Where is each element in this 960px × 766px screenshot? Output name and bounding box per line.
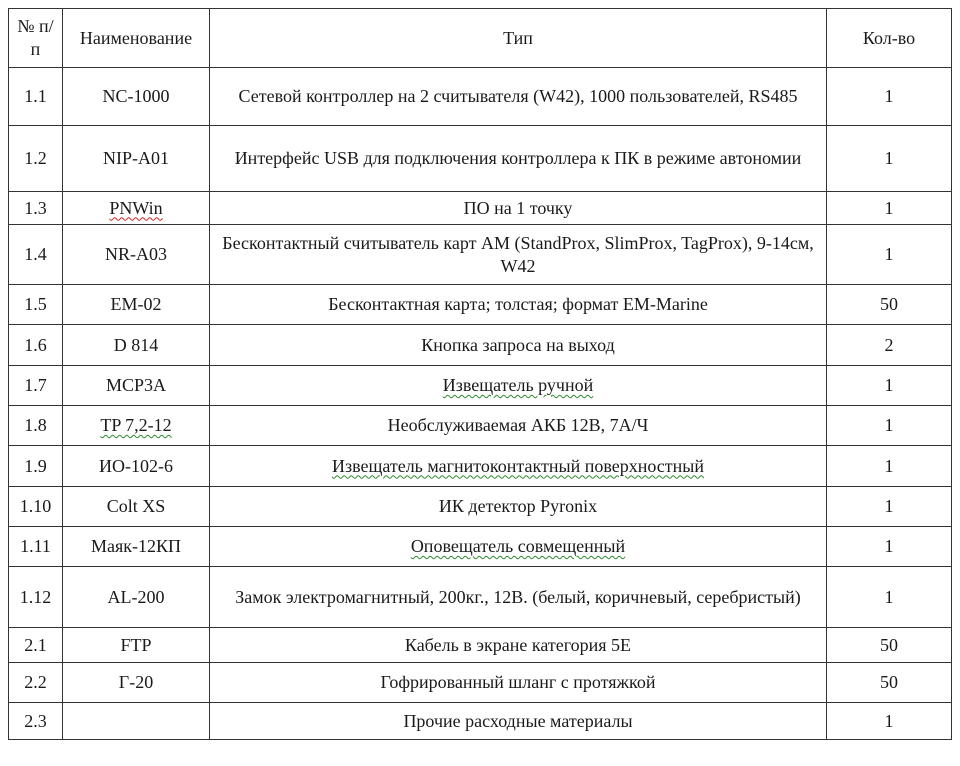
cell-qty: 1 (827, 126, 952, 192)
cell-num: 1.12 (9, 567, 63, 628)
cell-type: Кнопка запроса на выход (210, 325, 827, 366)
table-row (9, 628, 952, 663)
cell-name (63, 703, 210, 740)
cell-type: ИК детектор Pyronix (210, 487, 827, 527)
cell-name: NC-1000 (63, 68, 210, 126)
cell-name: Маяк-12КП (63, 527, 210, 567)
cell-type: Извещатель ручной (210, 366, 827, 406)
cell-type: Интерфейс USB для подключения контроллера к ПК в режиме автономии (210, 126, 827, 192)
cell-qty: 50 (827, 285, 952, 325)
cell-name: FTP (63, 628, 210, 663)
cell-qty: 1 (827, 446, 952, 487)
cell-qty: 2 (827, 325, 952, 366)
cell-qty: 1 (827, 567, 952, 628)
cell-name: ИО-102-6 (63, 446, 210, 487)
cell-qty: 1 (827, 527, 952, 567)
cell-qty: 1 (827, 225, 952, 285)
cell-name: NR-A03 (63, 225, 210, 285)
cell-type: Гофрированный шланг с протяжкой (210, 663, 827, 703)
cell-name: TP 7,2-12 (63, 406, 210, 446)
cell-num: 1.8 (9, 406, 63, 446)
cell-qty: 1 (827, 703, 952, 740)
table-row (9, 487, 952, 527)
specification-sheet (8, 8, 952, 740)
cell-num: 1.9 (9, 446, 63, 487)
cell-type: Бесконтактная карта; толстая; формат EM-Marine (210, 285, 827, 325)
cell-type: Сетевой контроллер на 2 считывателя (W42), 1000 пользователей, RS485 (210, 68, 827, 126)
cell-type: Кабель в экране категория 5Е (210, 628, 827, 663)
cell-name: МСР3А (63, 366, 210, 406)
cell-name: Colt XS (63, 487, 210, 527)
cell-qty: 1 (827, 192, 952, 225)
cell-num: 1.1 (9, 68, 63, 126)
table-row (9, 192, 952, 225)
cell-type: Бесконтактный считыватель карт AM (StandProx, SlimProx, TagProx), 9-14см, W42 (210, 225, 827, 285)
cell-num: 2.3 (9, 703, 63, 740)
cell-type: Прочие расходные материалы (210, 703, 827, 740)
cell-type: Замок электромагнитный, 200кг., 12В. (белый, коричневый, серебристый) (210, 567, 827, 628)
cell-qty: 50 (827, 628, 952, 663)
table-row (9, 567, 952, 628)
table-row (9, 663, 952, 703)
header-type: Тип (210, 9, 827, 68)
cell-qty: 1 (827, 366, 952, 406)
cell-type: Извещатель магнитоконтактный поверхностный (210, 446, 827, 487)
cell-type: Необслуживаемая АКБ 12В, 7А/Ч (210, 406, 827, 446)
cell-qty: 1 (827, 487, 952, 527)
table-row (9, 225, 952, 285)
table-row (9, 68, 952, 126)
table-row (9, 126, 952, 192)
table-row (9, 527, 952, 567)
cell-name: AL-200 (63, 567, 210, 628)
cell-qty: 50 (827, 663, 952, 703)
cell-num: 1.4 (9, 225, 63, 285)
equipment-table (8, 8, 952, 740)
cell-num: 1.10 (9, 487, 63, 527)
cell-name: EM-02 (63, 285, 210, 325)
table-row (9, 366, 952, 406)
cell-name: PNWin (63, 192, 210, 225)
cell-name: D 814 (63, 325, 210, 366)
cell-qty: 1 (827, 406, 952, 446)
cell-num: 1.3 (9, 192, 63, 225)
cell-qty: 1 (827, 68, 952, 126)
cell-type: ПО на 1 точку (210, 192, 827, 225)
table-row (9, 703, 952, 740)
cell-num: 1.2 (9, 126, 63, 192)
cell-num: 1.7 (9, 366, 63, 406)
cell-num: 1.11 (9, 527, 63, 567)
table-row (9, 446, 952, 487)
table-row (9, 285, 952, 325)
cell-type: Оповещатель совмещенный (210, 527, 827, 567)
header-qty: Кол-во (827, 9, 952, 68)
cell-name: NIP-A01 (63, 126, 210, 192)
table-row (9, 406, 952, 446)
cell-num: 1.5 (9, 285, 63, 325)
cell-num: 2.2 (9, 663, 63, 703)
cell-name: Г-20 (63, 663, 210, 703)
header-name: Наименование (63, 9, 210, 68)
table-row (9, 325, 952, 366)
cell-num: 1.6 (9, 325, 63, 366)
header-row (9, 9, 952, 68)
header-num: № п/п (9, 9, 63, 68)
cell-num: 2.1 (9, 628, 63, 663)
